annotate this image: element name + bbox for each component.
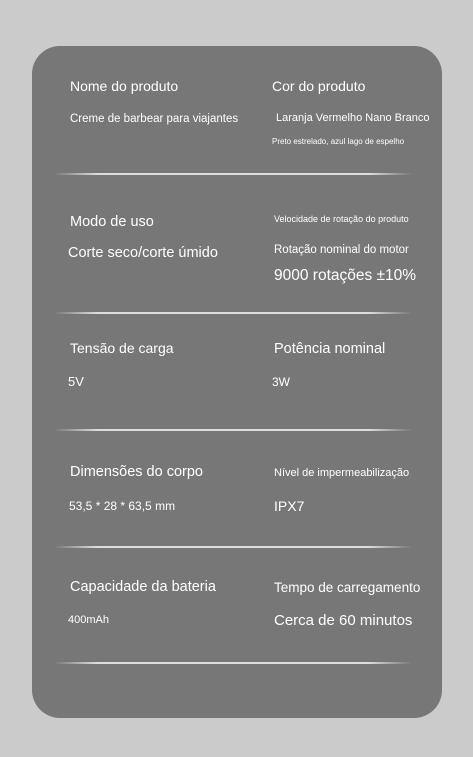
battery-capacity-label: Capacidade da bateria — [70, 579, 216, 595]
waterproof-level-value: IPX7 — [274, 498, 305, 514]
charging-voltage-value: 5V — [68, 374, 84, 389]
product-color-value-2: Preto estrelado, azul lago de espelho — [272, 137, 405, 146]
divider — [54, 662, 412, 664]
body-dimensions-value: 53,5 * 28 * 63,5 mm — [69, 499, 176, 513]
divider — [54, 429, 412, 431]
product-name-label: Nome do produto — [70, 78, 179, 94]
divider — [54, 546, 412, 548]
product-color-value-1: Laranja Vermelho Nano Branco — [276, 112, 430, 124]
divider — [54, 312, 412, 314]
rated-power-value: 3W — [272, 375, 290, 389]
charging-voltage-label: Tensão de carga — [70, 340, 174, 356]
usage-mode-label: Modo de uso — [70, 214, 154, 230]
charging-time-value: Cerca de 60 minutos — [274, 612, 413, 629]
rotation-speed-label: Velocidade de rotação do produto — [274, 214, 409, 224]
product-name-value: Creme de barbear para viajantes — [70, 113, 239, 125]
battery-capacity-value: 400mAh — [68, 614, 109, 626]
usage-mode-value: Corte seco/corte úmido — [68, 245, 218, 261]
body-dimensions-label: Dimensões do corpo — [70, 464, 203, 480]
rotation-speed-value: 9000 rotações ±10% — [274, 267, 417, 284]
product-color-label: Cor do produto — [272, 78, 366, 94]
divider — [54, 173, 412, 175]
spec-card — [32, 46, 442, 718]
waterproof-level-label: Nível de impermeabilização — [274, 467, 410, 479]
rotation-speed-sublabel: Rotação nominal do motor — [274, 244, 409, 256]
charging-time-label: Tempo de carregamento — [274, 580, 421, 595]
rated-power-label: Potência nominal — [274, 341, 386, 357]
